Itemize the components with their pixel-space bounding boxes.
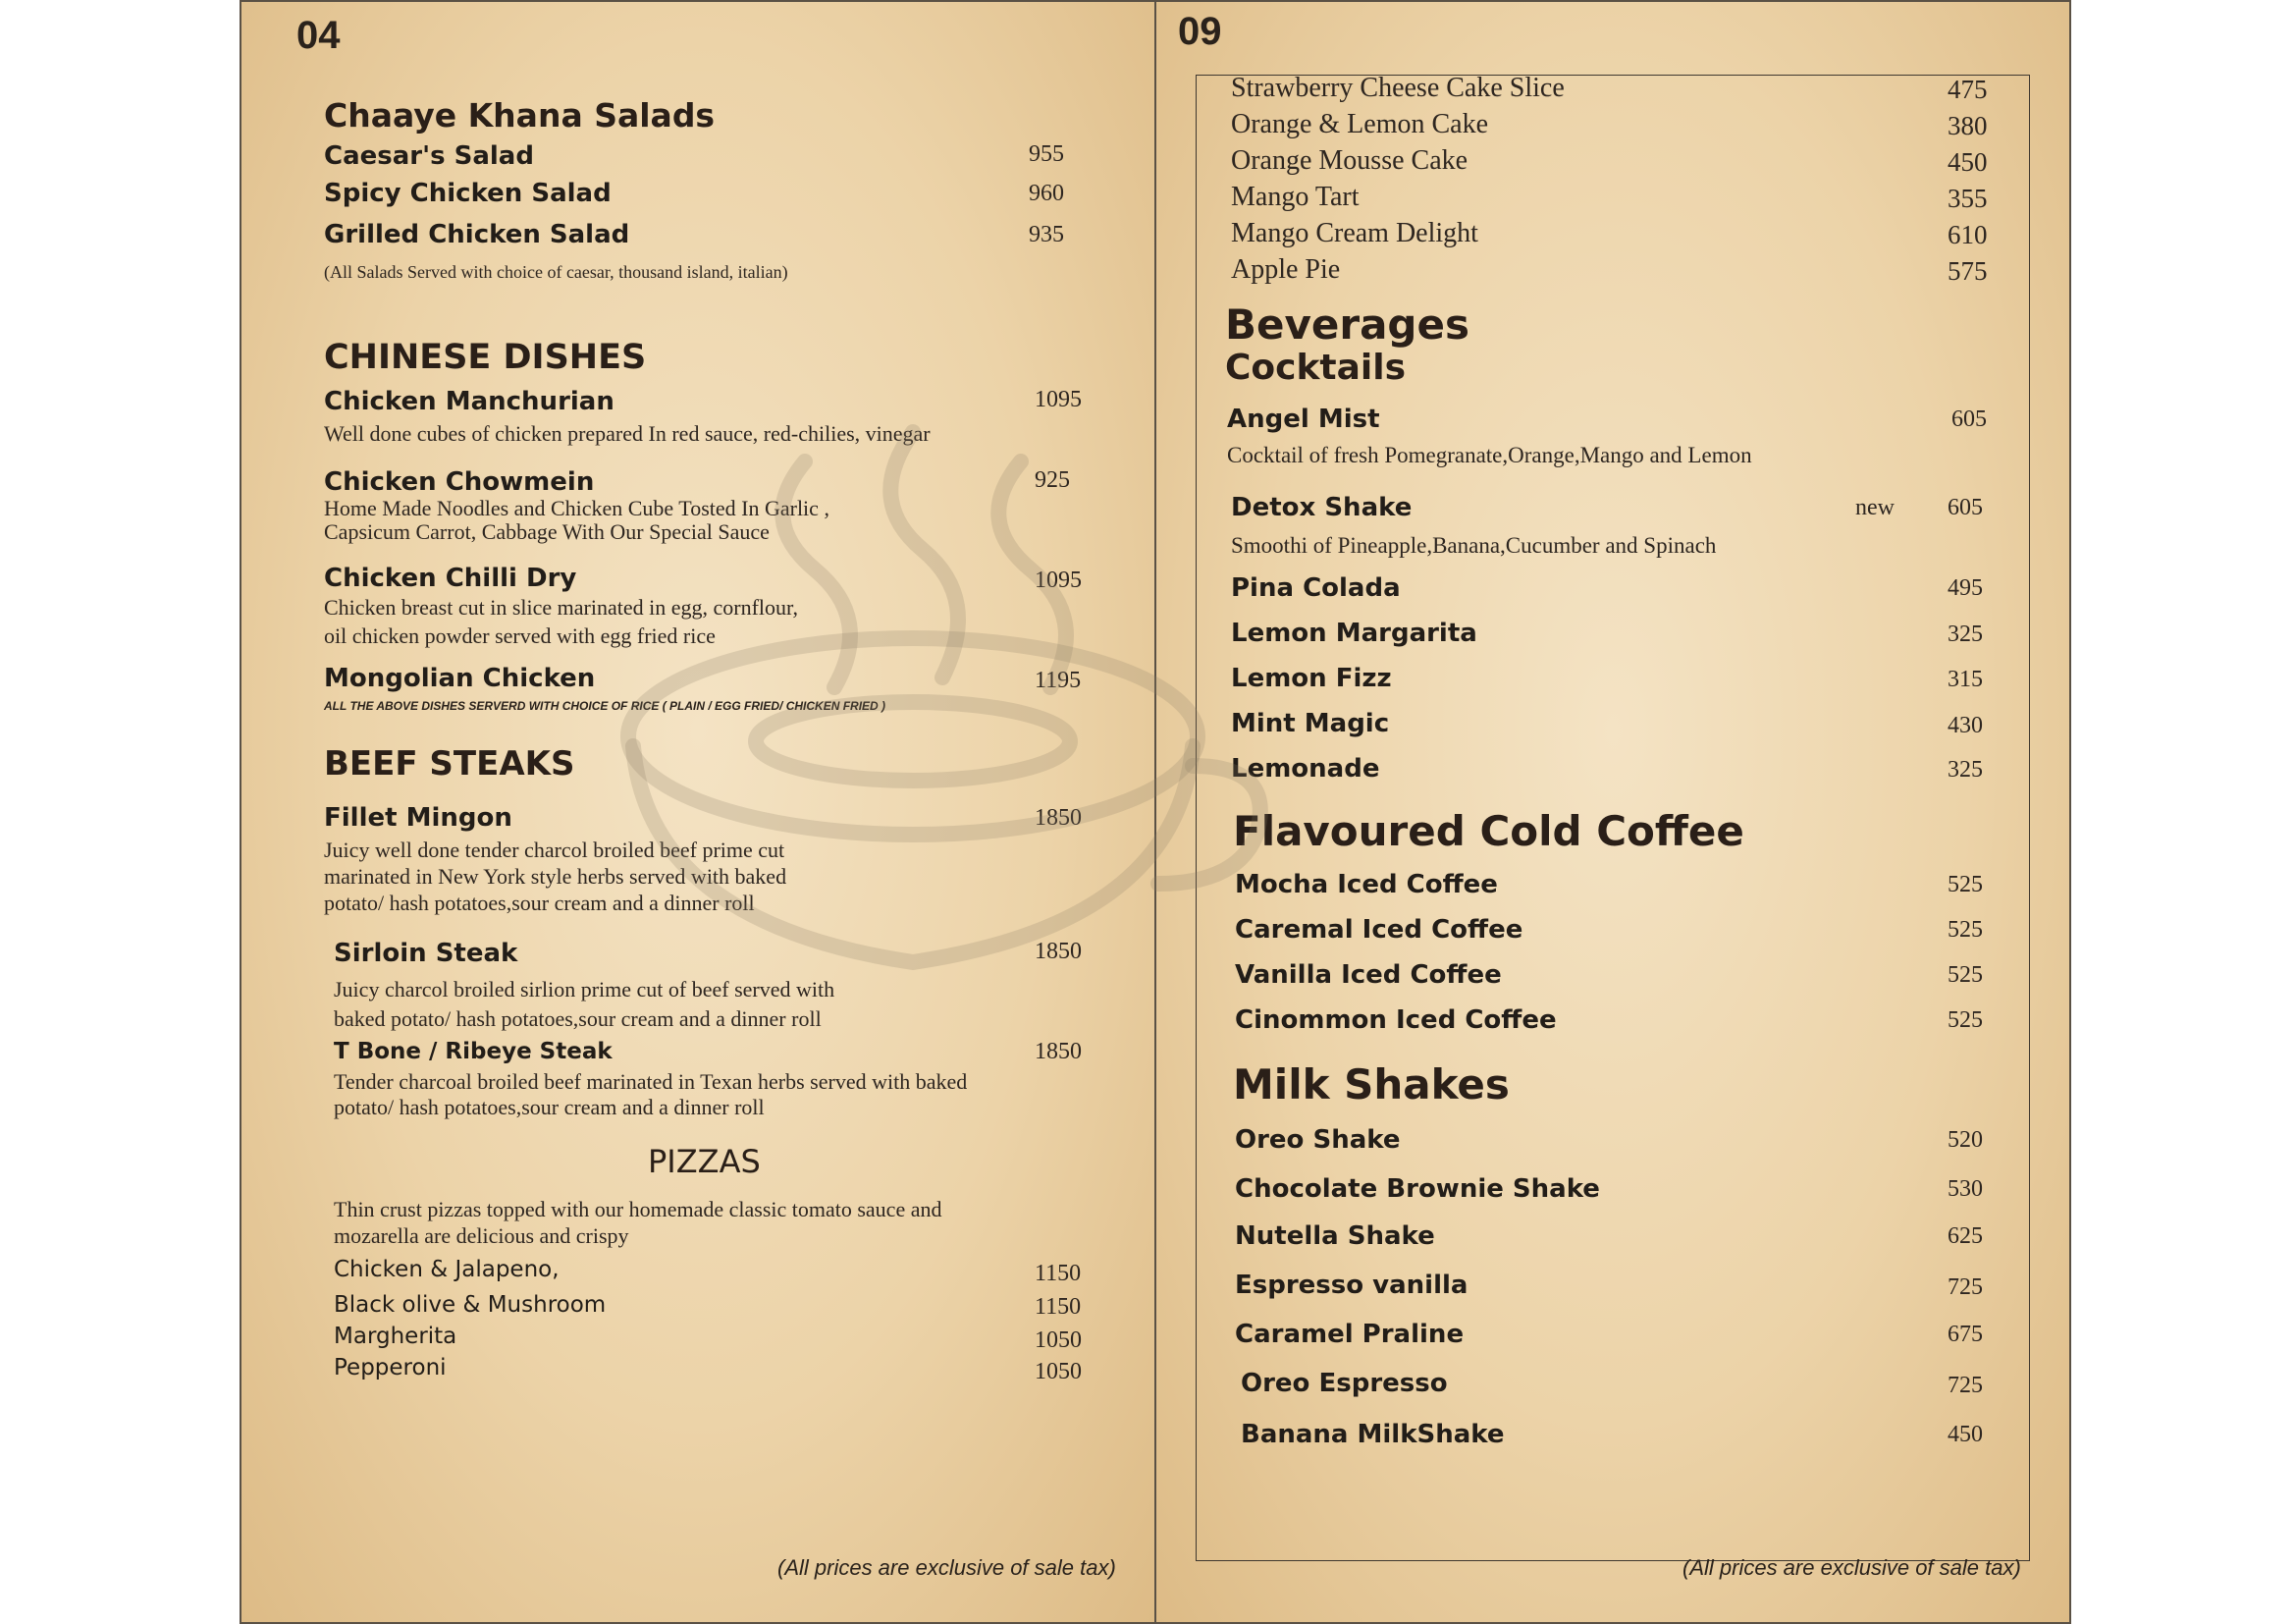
- menu-item-price: 325: [1948, 622, 1983, 647]
- menu-item-price: 495: [1948, 575, 1983, 601]
- menu-item-name: T Bone / Ribeye Steak: [334, 1039, 613, 1064]
- menu-item-desc: Cocktail of fresh Pomegranate,Orange,Mango and Lemon: [1227, 443, 1752, 467]
- menu-item-name: Mint Magic: [1231, 709, 1390, 738]
- menu-item-name: Apple Pie: [1231, 254, 1341, 285]
- menu-item-name: Espresso vanilla: [1235, 1271, 1468, 1300]
- menu-item-name: Margherita: [334, 1324, 457, 1349]
- menu-item-name: Caremal Iced Coffee: [1235, 915, 1523, 945]
- menu-item-price: 1150: [1035, 1261, 1082, 1286]
- section-title-beverages: Beverages: [1225, 300, 1469, 349]
- new-tag: new: [1855, 495, 1895, 520]
- menu-item-price: 520: [1948, 1127, 1983, 1153]
- menu-item-name: Lemon Fizz: [1231, 664, 1392, 693]
- menu-item-name: Cinommon Iced Coffee: [1235, 1005, 1557, 1035]
- menu-item-name: Mango Cream Delight: [1231, 218, 1478, 248]
- section-title-pizzas: PIZZAS: [648, 1143, 761, 1180]
- menu-item-desc: Well done cubes of chicken prepared In red sauce, red-chilies, vinegar: [324, 421, 931, 446]
- menu-item-name: Mongolian Chicken: [324, 664, 596, 693]
- menu-item-name: Caramel Praline: [1235, 1320, 1465, 1349]
- menu-item-price: 955: [1029, 141, 1064, 167]
- section-title-steaks: BEEF STEAKS: [324, 744, 575, 784]
- section-desc: Thin crust pizzas topped with our homemade classic tomato sauce and: [334, 1197, 942, 1221]
- menu-item-name: Chocolate Brownie Shake: [1235, 1174, 1600, 1204]
- menu-item-desc: potato/ hash potatoes,sour cream and a dinner roll: [324, 891, 755, 915]
- menu-item-price: 960: [1029, 181, 1064, 206]
- menu-item-desc: Juicy charcol broiled sirlion prime cut of beef served with: [334, 977, 835, 1001]
- menu-item-price: 325: [1948, 757, 1983, 783]
- section-title-cocktails: Cocktails: [1225, 348, 1407, 388]
- menu-item-price: 525: [1948, 1007, 1983, 1033]
- menu-item-name: Fillet Mingon: [324, 803, 512, 833]
- menu-item-name: Oreo Espresso: [1241, 1369, 1448, 1398]
- menu-item-price: 1050: [1035, 1359, 1082, 1384]
- menu-page-09: [1154, 0, 2071, 1624]
- menu-item-name: Chicken & Jalapeno,: [334, 1257, 560, 1282]
- menu-item-name: Chicken Manchurian: [324, 387, 614, 416]
- menu-item-price: 725: [1948, 1373, 1983, 1398]
- menu-item-desc: Chicken breast cut in slice marinated in egg, cornflour,: [324, 595, 798, 620]
- menu-item-desc: potato/ hash potatoes,sour cream and a dinner roll: [334, 1095, 765, 1119]
- page-number: 04: [296, 14, 341, 57]
- menu-item-price: 935: [1029, 222, 1064, 247]
- menu-item-price: 1850: [1035, 805, 1082, 831]
- tax-footnote: (All prices are exclusive of sale tax): [1682, 1555, 2021, 1580]
- menu-item-name: Lemonade: [1231, 754, 1380, 784]
- menu-item-name: Detox Shake: [1231, 493, 1413, 522]
- menu-item-price: 725: [1948, 1274, 1983, 1300]
- menu-item-price: 575: [1948, 256, 1988, 286]
- menu-item-price: 610: [1948, 220, 1988, 249]
- menu-item-name: Mango Tart: [1231, 182, 1360, 212]
- menu-item-name: Pepperoni: [334, 1355, 447, 1380]
- section-title-salads: Chaaye Khana Salads: [324, 96, 716, 135]
- menu-item-desc: oil chicken powder served with egg fried rice: [324, 623, 716, 648]
- menu-item-desc: Smoothi of Pineapple,Banana,Cucumber and Spinach: [1231, 533, 1717, 558]
- menu-item-price: 925: [1035, 467, 1070, 493]
- menu-item-name: Spicy Chicken Salad: [324, 179, 612, 208]
- menu-item-name: Grilled Chicken Salad: [324, 220, 630, 249]
- menu-item-price: 315: [1948, 667, 1983, 692]
- menu-item-desc: Capsicum Carrot, Cabbage With Our Special Sauce: [324, 519, 770, 544]
- menu-item-price: 605: [1951, 406, 1987, 432]
- menu-item-price: 525: [1948, 917, 1983, 943]
- menu-item-price: 430: [1948, 713, 1983, 738]
- menu-item-name: Strawberry Cheese Cake Slice: [1231, 73, 1565, 103]
- section-note: (All Salads Served with choice of caesar, thousand island, italian): [324, 262, 788, 282]
- menu-item-price: 475: [1948, 75, 1988, 104]
- menu-item-price: 355: [1948, 184, 1988, 213]
- menu-item-price: 675: [1948, 1322, 1983, 1347]
- menu-page-04: [240, 0, 1156, 1624]
- menu-item-desc: Juicy well done tender charcol broiled beef prime cut: [324, 838, 785, 862]
- menu-item-price: 525: [1948, 962, 1983, 988]
- menu-item-price: 525: [1948, 872, 1983, 897]
- menu-item-name: Black olive & Mushroom: [334, 1292, 607, 1318]
- menu-item-price: 1150: [1035, 1294, 1082, 1320]
- menu-item-name: Nutella Shake: [1235, 1221, 1435, 1251]
- menu-item-name: Mocha Iced Coffee: [1235, 870, 1498, 899]
- menu-item-desc: marinated in New York style herbs served with baked: [324, 864, 787, 889]
- section-title-cold-coffee: Flavoured Cold Coffee: [1233, 807, 1744, 855]
- menu-item-price: 450: [1948, 1422, 1983, 1447]
- page-number: 09: [1178, 10, 1222, 53]
- menu-item-desc: Tender charcoal broiled beef marinated in Texan herbs served with baked: [334, 1069, 968, 1094]
- menu-item-price: 1850: [1035, 939, 1082, 964]
- menu-item-name: Oreo Shake: [1235, 1125, 1401, 1155]
- menu-item-price: 530: [1948, 1176, 1983, 1202]
- menu-item-name: Pina Colada: [1231, 573, 1401, 603]
- menu-item-desc: Home Made Noodles and Chicken Cube Tosted In Garlic ,: [324, 496, 829, 520]
- menu-item-name: Caesar's Salad: [324, 141, 534, 171]
- section-title-chinese: CHINESE DISHES: [324, 338, 647, 377]
- menu-item-name: Orange & Lemon Cake: [1231, 109, 1489, 139]
- menu-item-name: Lemon Margarita: [1231, 619, 1477, 648]
- menu-item-price: 605: [1948, 495, 1983, 520]
- menu-item-price: 1850: [1035, 1039, 1082, 1064]
- section-desc: mozarella are delicious and crispy: [334, 1223, 629, 1248]
- menu-item-name: Banana MilkShake: [1241, 1420, 1505, 1449]
- menu-item-price: 450: [1948, 147, 1988, 177]
- menu-item-price: 1095: [1035, 387, 1082, 412]
- menu-item-name: Angel Mist: [1227, 405, 1380, 434]
- menu-item-price: 1195: [1035, 668, 1082, 693]
- menu-item-name: Chicken Chowmein: [324, 467, 595, 497]
- menu-item-price: 625: [1948, 1223, 1983, 1249]
- menu-item-name: Vanilla Iced Coffee: [1235, 960, 1502, 990]
- menu-item-price: 1050: [1035, 1327, 1082, 1353]
- menu-item-name: Chicken Chilli Dry: [324, 564, 577, 593]
- menu-item-desc: baked potato/ hash potatoes,sour cream and a dinner roll: [334, 1006, 822, 1031]
- menu-item-name: Orange Mousse Cake: [1231, 145, 1468, 176]
- menu-item-name: Sirloin Steak: [334, 939, 518, 968]
- menu-item-price: 1095: [1035, 568, 1082, 593]
- section-note: ALL THE ABOVE DISHES SERVERD WITH CHOICE OF RICE ( PLAIN / EGG FRIED/ CHICKEN FRIED ): [324, 699, 886, 713]
- tax-footnote: (All prices are exclusive of sale tax): [777, 1555, 1116, 1580]
- section-title-milk-shakes: Milk Shakes: [1233, 1060, 1510, 1109]
- menu-item-price: 380: [1948, 111, 1988, 140]
